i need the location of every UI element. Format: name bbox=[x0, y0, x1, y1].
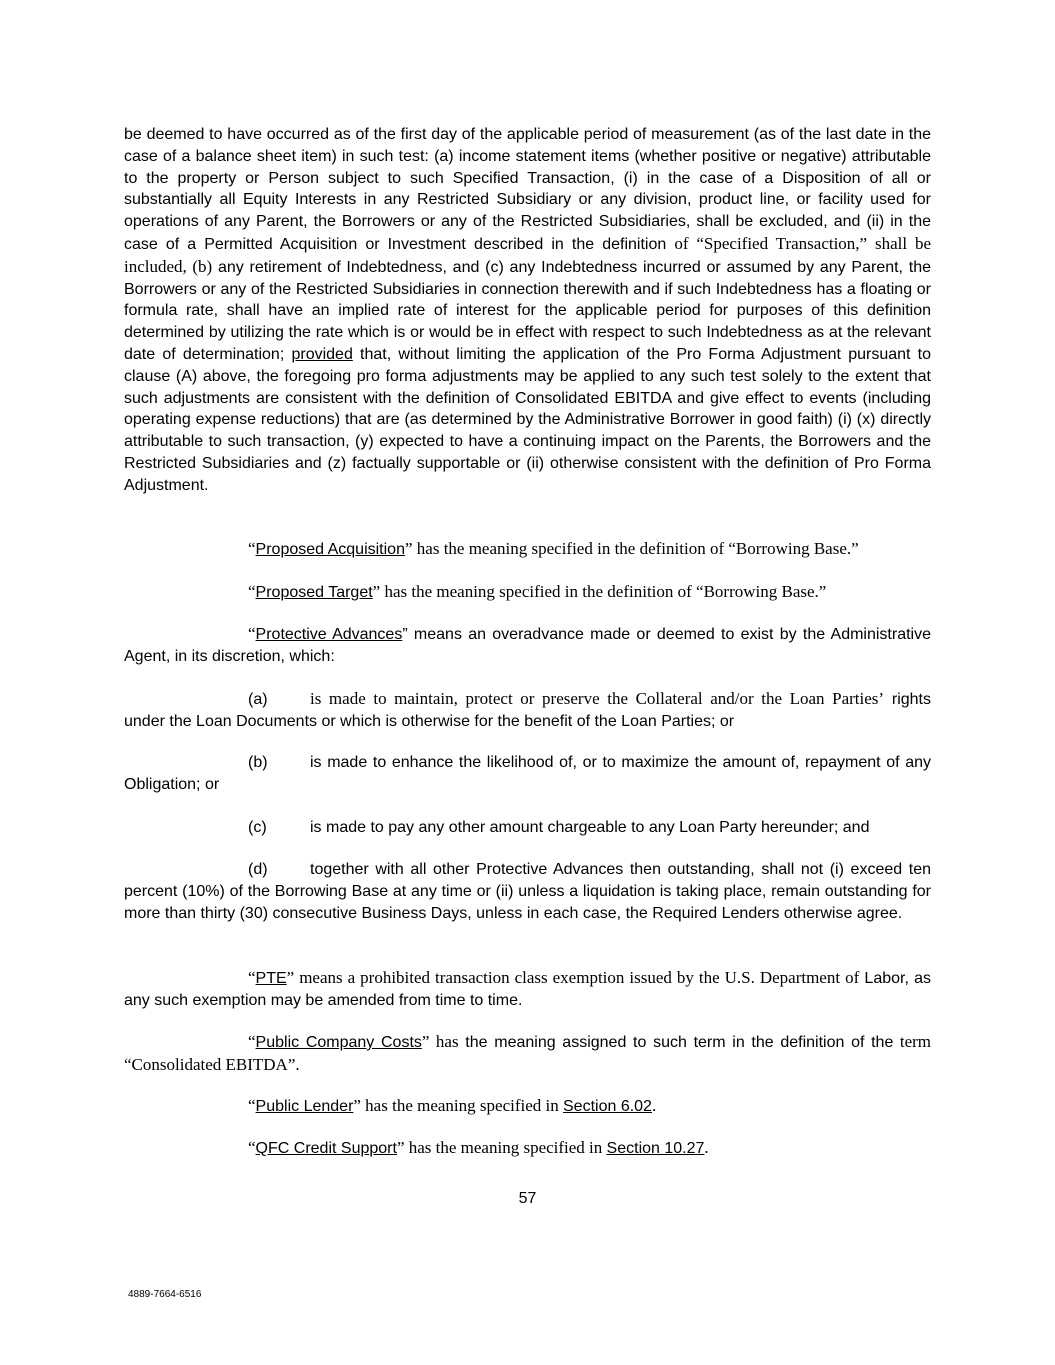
defined-term: Proposed Acquisition bbox=[255, 541, 405, 558]
open-quote: “ bbox=[248, 1032, 256, 1051]
definition-text-serif: ” has the meaning specified in bbox=[353, 1096, 563, 1115]
clause-a bbox=[124, 688, 931, 733]
definition-protective-advances bbox=[124, 623, 931, 668]
definition-text: the meaning assigned to such term in the definition of the bbox=[458, 1034, 894, 1051]
clause-text: rights under the Loan Documents or which is otherwise for the benefit of the Loan Parties; or bbox=[124, 691, 931, 730]
paragraph-text: be deemed to have occurred as of the first day of the applicable period of measurement (as of the last date in the case of a balance sheet item) in such test: (a) income statement items (whether positive or negative) attributable to the property or Person subject to such Specified Transaction, (i) in the case of a Disposition of all or substantially all Equity Interests in any Restricted Subsidiary or any division, product line, or facility used for operations of any Parent, the Borrowers or any of the Restricted Subsidiaries, shall be excluded, and (ii) in the case of a Permitted Acquisition or Investment described in the definition bbox=[124, 126, 931, 253]
clause-text-serif: is made to maintain, protect or preserve the Collateral and/or the Loan Parties’ bbox=[310, 689, 885, 708]
clause-c bbox=[124, 817, 931, 839]
clause-b bbox=[124, 752, 931, 796]
definition-pte bbox=[124, 967, 931, 1012]
period: . bbox=[651, 1096, 657, 1115]
open-quote: “ bbox=[248, 539, 256, 558]
clause-d bbox=[124, 859, 931, 924]
defined-term: Public Lender bbox=[255, 1098, 354, 1115]
defined-term: QFC Credit Support bbox=[255, 1140, 397, 1157]
definition-text-serif: term “Consolidated EBITDA”. bbox=[124, 1032, 932, 1074]
definition-public-company-costs bbox=[124, 1031, 931, 1077]
clause-text: is made to enhance the likelihood of, or to maximize the amount of, repayment of any Obligation; or bbox=[124, 754, 931, 793]
defined-term: PTE bbox=[255, 970, 287, 987]
definition-proposed-target bbox=[124, 581, 931, 604]
definition-qfc-credit-support bbox=[124, 1137, 931, 1160]
definition-text: ” has the meaning specified in the definition of “Borrowing Base.” bbox=[372, 582, 827, 601]
definition-text: ” has the meaning specified in the definition of “Borrowing Base.” bbox=[404, 539, 859, 558]
definition-text: Labor, as any such exemption may be amended from time to time. bbox=[124, 970, 931, 1009]
paragraph-text: any retirement of Indebtedness, and (c) any Indebtedness incurred or assumed by any Parent, the Borrowers or any of the Restricted Subsidiaries in connection therewith and if such Indebtedness has a floating or formula rate, shall have an implied rate of interest for the applicable period for purposes of this definition determined by utilizing the rate which is or would be in effect with respect to such Indebtedness as at the relevant date of determination; bbox=[124, 258, 932, 363]
top-paragraph bbox=[124, 124, 931, 497]
provided-term: provided bbox=[291, 345, 353, 363]
section-reference: Section 10.27 bbox=[606, 1140, 705, 1157]
open-quote: “ bbox=[248, 1138, 256, 1157]
paragraph-text: that, without limiting the application of the Pro Forma Adjustment pursuant to clause (A) above, the foregoing pro forma adjustments may be applied to any such test solely to the extent that such adjustments are consistent with the definition of Consolidated EBITDA and give effect to events (including operating expense reductions) that are (as determined by the Administrative Borrower in good faith) (i) (x) directly attributable to such transaction, (y) expected to have a continuing impact on the Parents, the Borrowers and the Restricted Subsidiaries and (z) factually supportable or (ii) otherwise consistent with the definition of Pro Forma Adjustment. bbox=[124, 345, 931, 494]
open-quote: “ bbox=[248, 968, 256, 987]
definition-text: ” means an overadvance made or deemed to exist by the Administrative Agent, in its discretion, which: bbox=[124, 626, 932, 665]
document-id: 4889-7664-6516 bbox=[128, 1289, 202, 1300]
clause-text: together with all other Protective Advances then outstanding, shall not (i) exceed ten percent (10%) of the Borrowing Base at any time or (ii) unless a liquidation is taking place, remain outstanding for more than thirty (30) consecutive Business Days, unless in each case, the Required Lenders otherwise agree. bbox=[124, 861, 931, 922]
defined-term: Public Company Costs bbox=[255, 1034, 422, 1051]
definition-proposed-acquisition bbox=[124, 538, 931, 561]
clause-label: (c) bbox=[248, 819, 267, 836]
definition-text-serif: ” has bbox=[421, 1032, 459, 1051]
paragraph-text-serif: of “Specified Transaction,” shall be included, (b) bbox=[124, 233, 931, 276]
definition-text-serif: ” means a prohibited transaction class exemption issued by the U.S. Department of bbox=[286, 968, 860, 987]
section-reference: Section 6.02 bbox=[563, 1098, 652, 1115]
clause-label: (a) bbox=[248, 691, 268, 708]
period: . bbox=[704, 1138, 709, 1157]
clause-text: is made to pay any other amount chargeable to any Loan Party hereunder; and bbox=[310, 819, 870, 836]
clause-label: (d) bbox=[248, 861, 268, 878]
clause-label: (b) bbox=[248, 754, 268, 771]
definition-public-lender bbox=[124, 1095, 931, 1118]
open-quote: “ bbox=[248, 624, 256, 643]
open-quote: “ bbox=[248, 582, 256, 601]
defined-term: Proposed Target bbox=[255, 584, 373, 601]
defined-term: Protective Advances bbox=[255, 626, 403, 643]
definition-text-serif: ” has the meaning specified in bbox=[396, 1138, 607, 1157]
open-quote: “ bbox=[248, 1096, 256, 1115]
page-number: 57 bbox=[518, 1190, 537, 1207]
